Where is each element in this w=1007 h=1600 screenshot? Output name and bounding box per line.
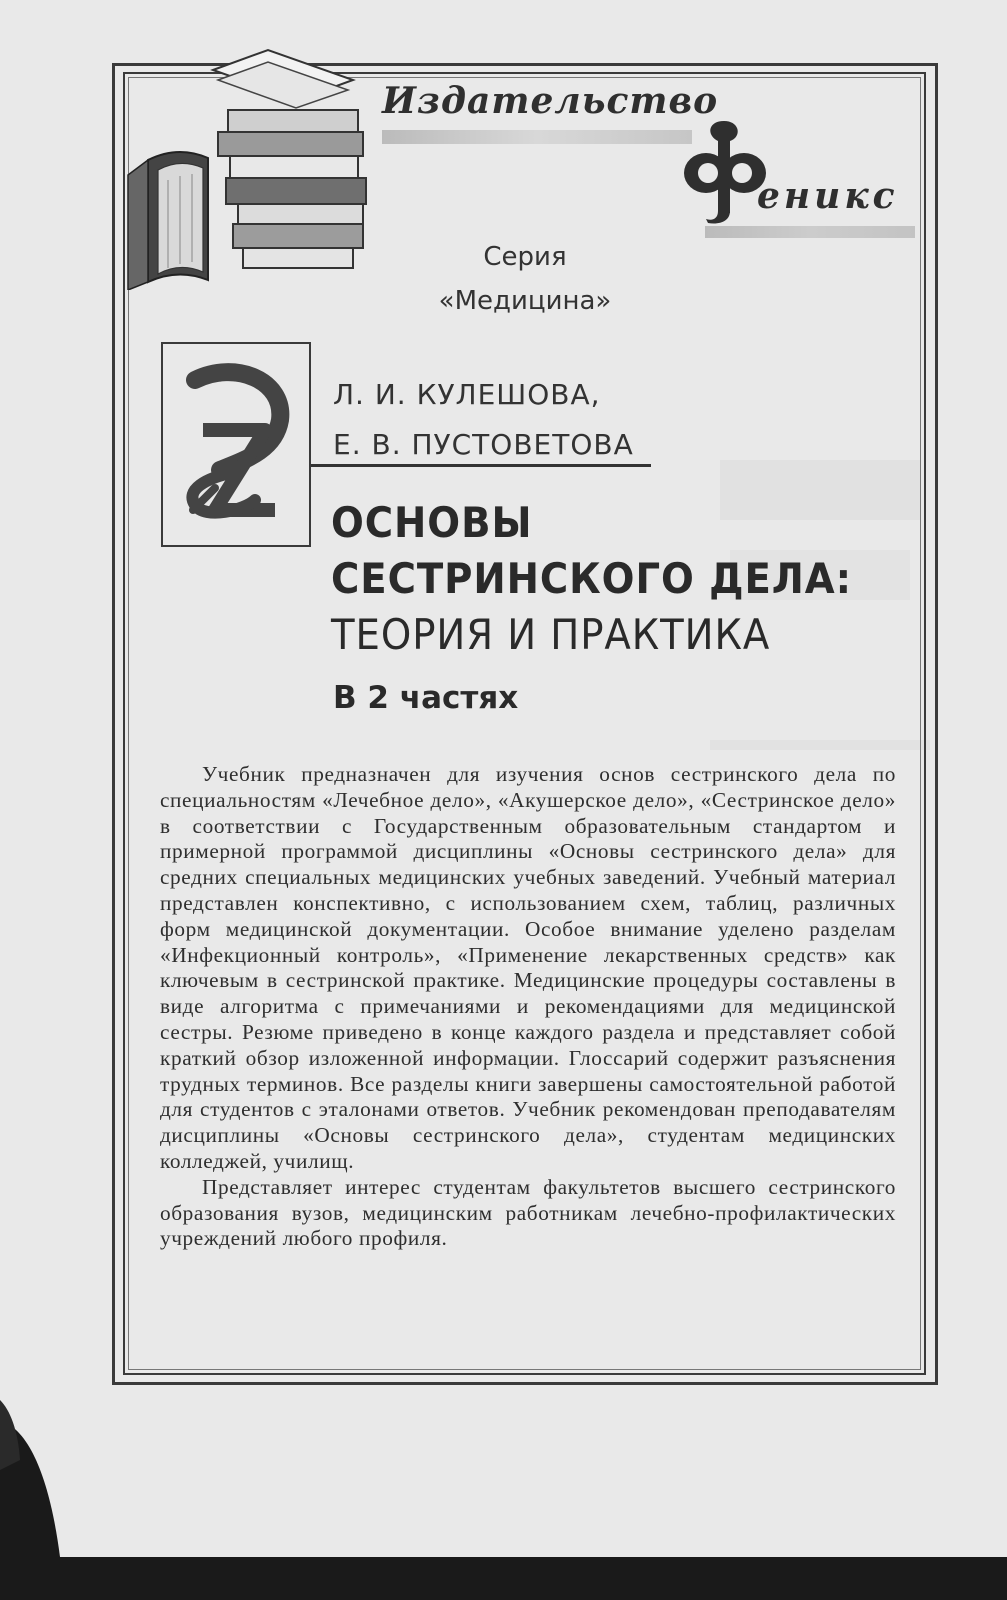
series-block [400,235,650,323]
publisher-underline-bar [382,130,692,144]
annotation-paragraph-1: Учебник предназначен для изучения основ сестринского дела по специальностям «Лечебное дело», «Акушерское дело», «Сестринское дело» в соответствии с Государственным образовательным стандартом и примерной программой дисциплины «Основы сестринского дела» для средних специальных медицинских учебных заведений. Учебный материал представлен конспективно, с использованием схем, таблиц, различных форм медицинской документации. Особое внимание уделено разделам «Инфекционный контроль», «Применение лекарственных средств» как ключевым в сестринской практике. Медицинские процедуры составлены в виде алгоритма с примечаниями и рекомендациями для медицинской сестры. Резюме приведено в конце каждого раздела и представляет собой краткий обзор изложенной информации. Глоссарий содержит разъяснения трудных терминов. Все разделы книги завершены самостоятельной работой для студентов с эталонами ответов. Учебник рекомендован преподавателям дисциплины «Основы сестринского дела», студентам медицинских колледжей, училищ. [160,762,896,1173]
series-name: «Медицина» [438,286,612,316]
series-label: Серия [483,242,567,272]
annotation-text [160,762,896,1252]
scan-bottom-edge [0,1557,1007,1600]
publisher-logo-underline-bar [705,226,915,238]
author-divider [311,464,651,467]
annotation-paragraph-2: Представляет интерес студентам факультетов высшего сестринского образования вузов, медицинским работникам лечебно-профилактических учреждений любого профиля. [160,1174,896,1251]
title-line-1: ОСНОВЫ [331,498,533,547]
author-1: Л. И. КУЛЕШОВА, [333,378,601,411]
stacked-books-icon [118,40,388,290]
title-line-2: СЕСТРИНСКОГО ДЕЛА: [331,554,852,603]
publisher-word: Издательство [382,80,719,122]
parts-note: В 2 частях [333,680,519,716]
author-2: Е. В. ПУСТОВЕТОВА [333,428,634,461]
publisher-logo-word: еникс [757,175,899,217]
subtitle: ТЕОРИЯ И ПРАКТИКА [331,610,771,659]
authors-block [333,370,634,470]
medical-snake-emblem-icon [175,360,295,530]
